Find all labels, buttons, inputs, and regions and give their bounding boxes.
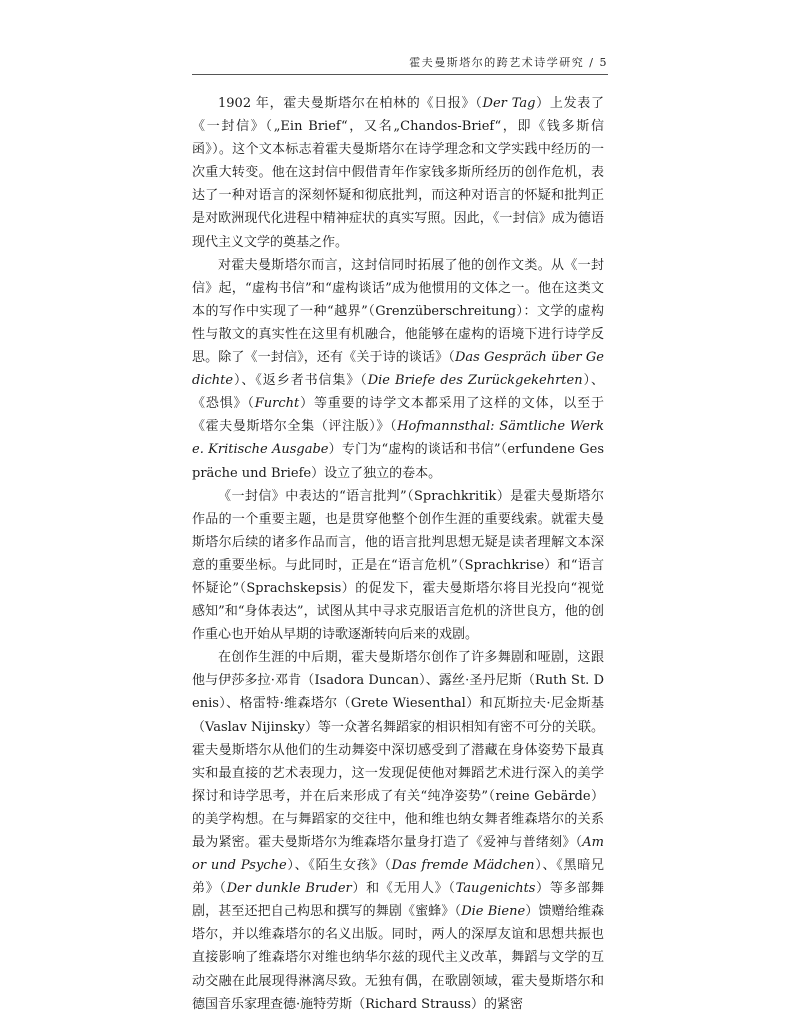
running-header: 霍夫曼斯塔尔的跨艺术诗学研究 / 5 bbox=[409, 56, 608, 69]
italic-title: Amor und Psyche bbox=[192, 835, 604, 874]
paragraph-4: 在创作生涯的中后期，霍夫曼斯塔尔创作了许多舞剧和哑剧，这跟他与伊莎多拉·邓肯（Isadora Duncan）、露丝·圣丹尼斯（Ruth St. Denis）、格雷特·维森塔尔（Grete Wiesenthal）和瓦斯拉夫·尼金斯基（Vaslav Nijinsky）等一众著名舞蹈家的相识相知有密不可分的关联。霍夫曼斯塔尔从他们的生动舞姿中深切感受到了潜藏在身体姿势下最真实和最直接的艺术表现力，这一发现促使他对舞蹈艺术进行深入的美学探讨和诗学思考，并在后来形成了有关“纯净姿势”（reine Gebärde）的美学构想。在与舞蹈家的交往中，他和维也纳女舞者维森塔尔的关系最为紧密。霍夫曼斯塔尔为维森塔尔量身打造了《爱神与普绪刻》（Amor und Psyche）、《陌生女孩》（Das fremde Mädchen）、《黑暗兄弟》（Der dunkle Bruder）和《无用人》（Taugenichts）等多部舞剧，甚至还把自己构思和撰写的舞剧《蜜蜂》（Die Biene）馈赠给维森塔尔，并以维森塔尔的名义出版。同时，两人的深厚友谊和思想共振也直接影响了维森塔尔对维也纳华尔兹的现代主义改革，舞蹈与文学的互动交融在此展现得淋漓尽致。无独有偶，在歌剧领域，霍夫曼斯塔尔和德国音乐家理查德·施特劳斯（Richard Strauss）的紧密 bbox=[192, 650, 604, 1012]
italic-title: Der dunkle Bruder bbox=[226, 881, 352, 897]
paragraph-1: 1902 年，霍夫曼斯塔尔在柏林的《日报》（Der Tag）上发表了《一封信》（„Ein Brief“，又名„Chandos-Brief“，即《钱多斯信函》）。这个文本标志着霍夫曼斯塔尔在诗学理念和文学实践中经历的一次重大转变。他在这封信中假借青年作家钱多斯所经历的创作危机，表达了一种对语言的深刻怀疑和彻底批判，而这种对语言的怀疑和批判正是对欧洲现代化进程中精神症状的真实写照。因此，《一封信》成为德语现代主义文学的奠基之作。 bbox=[192, 96, 604, 250]
italic-title: Das Gespräch über Gedichte bbox=[192, 350, 604, 389]
italic-title: Furcht bbox=[254, 396, 300, 412]
italic-title: Hofmannsthal: Sämtliche Werke. Kritische Ausgabe bbox=[192, 419, 604, 458]
italic-title: Das fremde Mädchen bbox=[391, 858, 535, 874]
paragraph-3: 《一封信》中表达的“语言批判”（Sprachkritik）是霍夫曼斯塔尔作品的一个重要主题，也是贯穿他整个创作生涯的重要线索。就霍夫曼斯塔尔后续的诸多作品而言，他的语言批判思想无疑是读者理解文本深意的重要坐标。与此同时，正是在“语言危机”（Sprachkrise）和“语言怀疑论”（Sprachskepsis）的促发下，霍夫曼斯塔尔将目光投向“视觉感知”和“身体表达”，试图从其中寻求克服语言危机的济世良方，他的创作重心也开始从早期的诗歌逐渐转向后来的戏剧。 bbox=[192, 488, 604, 643]
body-text bbox=[192, 92, 604, 1016]
italic-title: Die Biene bbox=[461, 904, 526, 920]
italic-title: Taugenichts bbox=[455, 881, 536, 897]
paragraph-2: 对霍夫曼斯塔尔而言，这封信同时拓展了他的创作文类。从《一封信》起，“虚构书信”和“虚构谈话”成为他惯用的文体之一。他在这类文本的写作中实现了一种“越界”（Grenzüberschreitung）：文学的虚构性与散文的真实性在这里有机融合，他能够在虚构的语境下进行诗学反思。除了《一封信》，还有《关于诗的谈话》（Das Gespräch über Gedichte）、《返乡者书信集》（Die Briefe des Zurückgekehrten）、《恐惧》（Furcht）等重要的诗学文本都采用了这样的文体，以至于《霍夫曼斯塔尔全集（评注版）》（Hofmannsthal: Sämtliche Werke. Kritische Ausgabe）专门为“虚构的谈话和书信”（erfundene Gespräche und Briefe）设立了独立的卷本。 bbox=[192, 257, 604, 481]
header-rule bbox=[192, 74, 608, 75]
italic-title: Die Briefe des Zurückgekehrten bbox=[367, 373, 583, 389]
italic-title: Der Tag bbox=[482, 96, 536, 111]
